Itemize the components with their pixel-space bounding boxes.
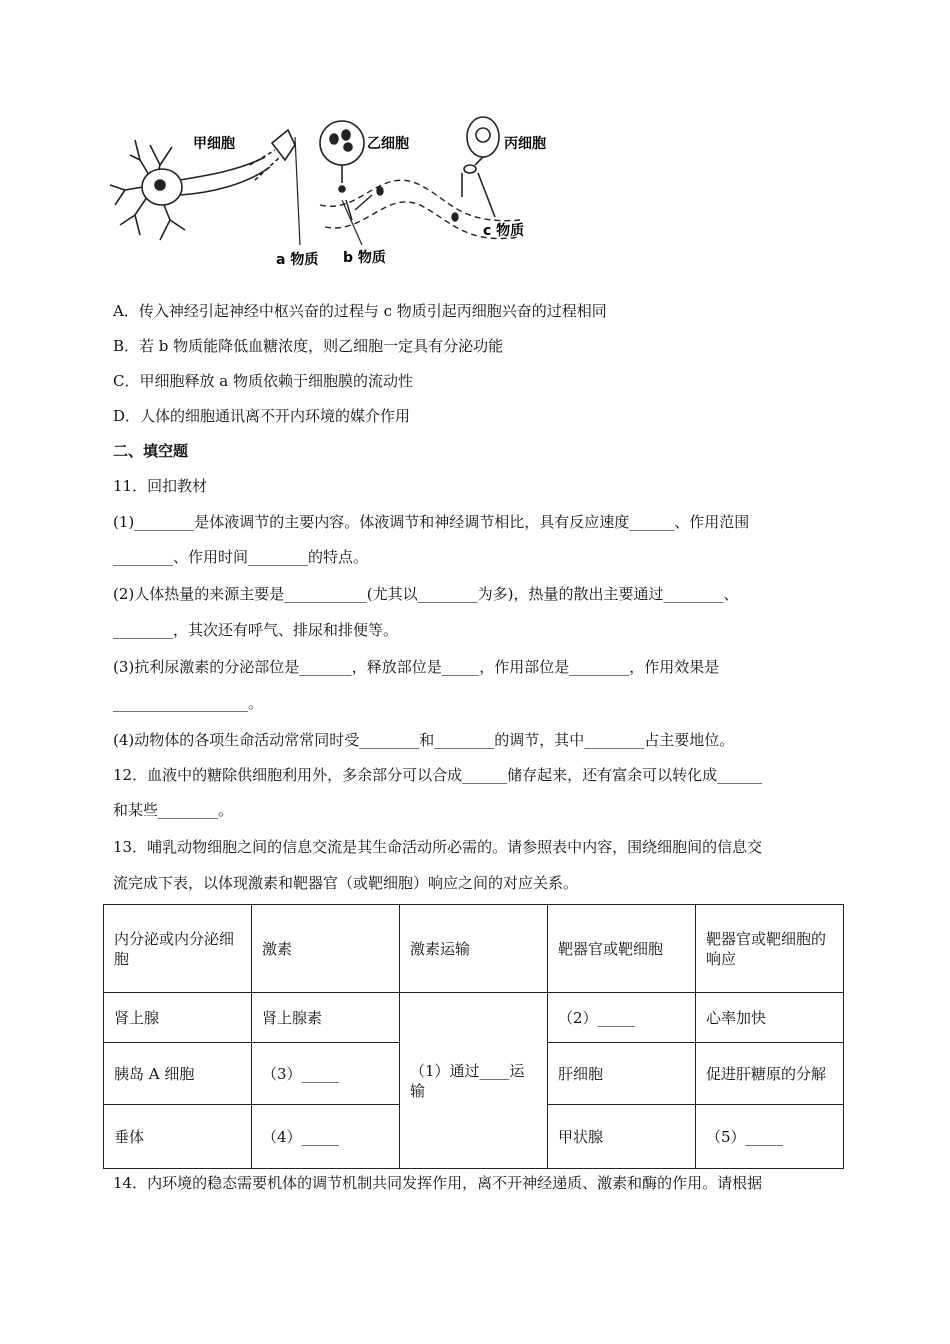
option-c: C．甲细胞释放 a 物质依赖于细胞膜的流动性 — [113, 372, 413, 390]
q11-title: 11．回扣教材 — [113, 477, 208, 495]
label-a: a 物质 — [276, 252, 319, 268]
table-row — [104, 993, 844, 1043]
q11-p1-line2: ________、作用时间________的特点。 — [113, 548, 369, 566]
q11-p3-line1: (3)抗利尿激素的分泌部位是_______，释放部位是_____，作用部位是________，作用效果是 — [113, 658, 720, 676]
q12-line2: 和某些________。 — [113, 801, 234, 819]
table-cell: （3）_____ — [252, 1043, 400, 1105]
table-cell: 促进肝糖原的分解 — [696, 1043, 844, 1105]
section-heading: 二、填空题 — [113, 442, 189, 460]
table-cell: 肾上腺素 — [252, 993, 400, 1043]
table-header-cell: 激素运输 — [400, 905, 548, 993]
cell-yi-icon — [320, 121, 364, 192]
option-a: A．传入神经引起神经中枢兴奋的过程与 c 物质引起丙细胞兴奋的过程相同 — [113, 302, 607, 320]
q12-line1: 12．血液中的糖除供细胞利用外，多余部分可以合成______储存起来，还有富余可以转化成______ — [113, 766, 763, 784]
label-c: c 物质 — [483, 223, 525, 239]
table-cell: 甲状腺 — [548, 1105, 696, 1169]
hormone-table — [103, 904, 844, 1169]
q13-line2: 流完成下表，以体现激素和靶器官（或靶细胞）响应之间的对应关系。 — [113, 874, 579, 892]
transport-cell: （1）通过____运输 — [400, 993, 548, 1169]
cell-communication-figure — [100, 105, 570, 280]
label-b: b 物质 — [343, 250, 386, 266]
substance-b-icon — [346, 187, 458, 221]
label-jia: 甲细胞 — [193, 136, 235, 152]
cell-diagram — [100, 105, 570, 280]
table-header-row — [104, 905, 844, 993]
table-header-cell: 激素 — [252, 905, 400, 993]
table-cell: 心率加快 — [696, 993, 844, 1043]
table-cell: 肾上腺 — [104, 993, 252, 1043]
q11-p4-line1: (4)动物体的各项生命活动常常同时受________和________的调节，其中________占主要地位。 — [113, 731, 735, 749]
table-cell: 垂体 — [104, 1105, 252, 1169]
q14-line1: 14．内环境的稳态需要机体的调节机制共同发挥作用，离不开神经递质、激素和酶的作用。请根据 — [113, 1174, 763, 1192]
q11-p2-line1: (2)人体热量的来源主要是___________(尤其以________为多)，热量的散出主要通过________、 — [113, 585, 739, 603]
table-header-cell: 内分泌或内分泌细胞 — [104, 905, 252, 993]
table-header-cell: 靶器官或靶细胞的响应 — [696, 905, 844, 993]
table-cell: （5）_____ — [696, 1105, 844, 1169]
table-cell: （4）_____ — [252, 1105, 400, 1169]
option-b: B．若 b 物质能降低血糖浓度，则乙细胞一定具有分泌功能 — [113, 337, 504, 355]
option-d: D．人体的细胞通讯离不开内环境的媒介作用 — [113, 407, 411, 425]
cell-bing-icon — [462, 117, 499, 217]
label-yi: 乙细胞 — [367, 136, 409, 152]
table-cell: （2）_____ — [548, 993, 696, 1043]
q13-line1: 13．哺乳动物细胞之间的信息交流是其生命活动所必需的。请参照表中内容，围绕细胞间的信息交 — [113, 838, 763, 856]
table-cell: 肝细胞 — [548, 1043, 696, 1105]
q11-p1-line1: (1)________是体液调节的主要内容。体液调节和神经调节相比，具有反应速度______、作用范围 — [113, 513, 750, 531]
table-cell: 胰岛 A 细胞 — [104, 1043, 252, 1105]
q11-p2-line2: ________，其次还有呼气、排尿和排便等。 — [113, 621, 399, 639]
table-header-cell: 靶器官或靶细胞 — [548, 905, 696, 993]
label-bing: 丙细胞 — [504, 136, 546, 152]
q11-p3-line2: __________________。 — [113, 694, 264, 712]
